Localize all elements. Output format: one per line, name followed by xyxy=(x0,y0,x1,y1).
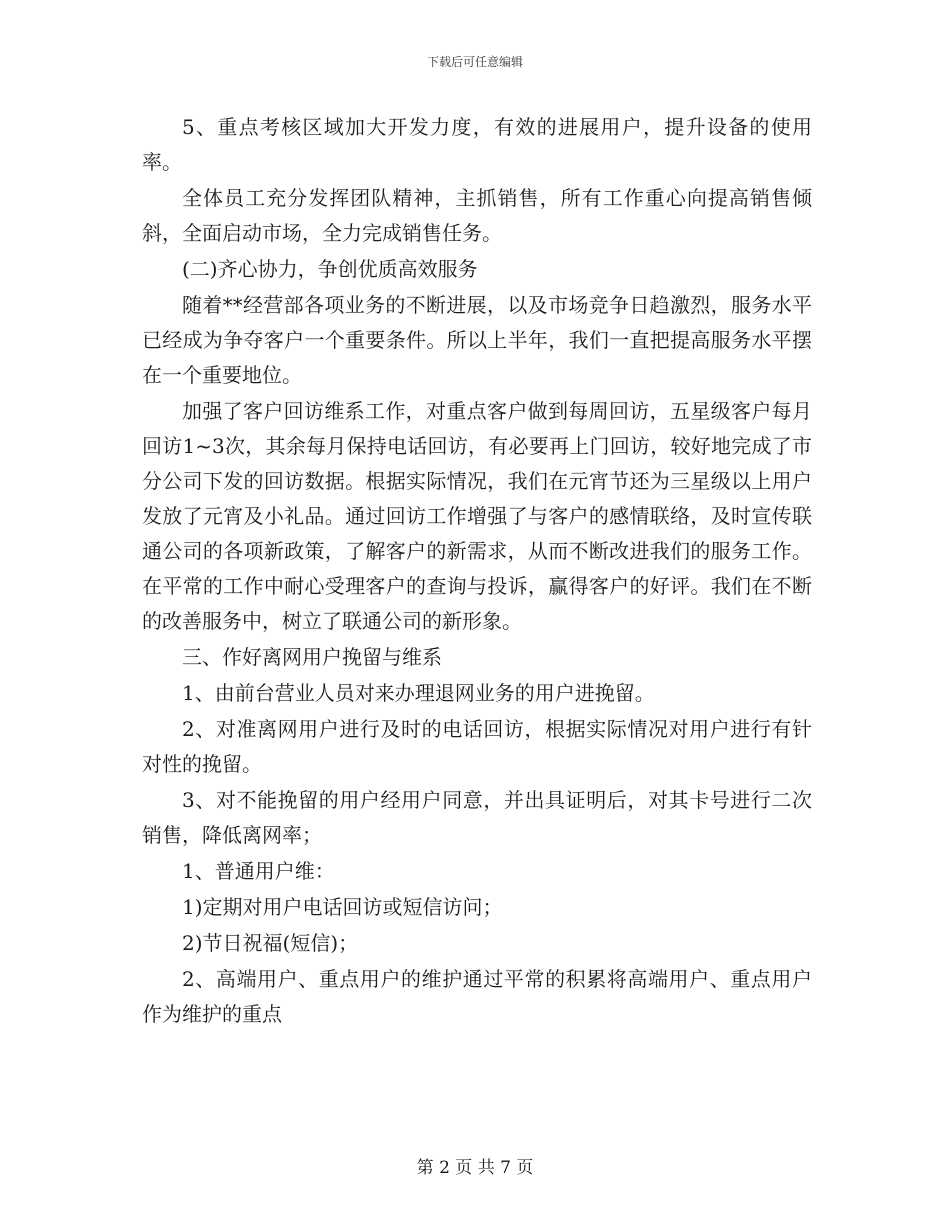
section-heading: (二)齐心协力，争创优质高效服务 xyxy=(182,257,478,281)
paragraph: 随着**经营部各项业务的不断进展，以及市场竞争日趋激烈，服务水平已经成为争夺客户一个重要条件。所以上半年，我们一直把提高服务水平摆在一个重要地位。 xyxy=(142,293,812,387)
list-item: 1、由前台营业人员对来办理退网业务的用户进挽留。 xyxy=(182,681,655,705)
section-heading: 三、作好离网用户挽留与维系 xyxy=(182,645,442,669)
list-item: 1、普通用户维： xyxy=(182,859,335,883)
paragraph: 全体员工充分发挥团队精神，主抓销售，所有工作重心向提高销售倾斜，全面启动市场，全力完成销售任务。 xyxy=(142,186,812,245)
list-item: 2)节日祝福(短信)； xyxy=(182,931,359,955)
page-number-footer: 第 2 页 共 7 页 xyxy=(416,1158,534,1178)
paragraph: 5、重点考核区域加大开发力度，有效的进展用户，提升设备的使用率。 xyxy=(142,115,812,174)
paragraph: 加强了客户回访维系工作，对重点客户做到每周回访，五星级客户每月回访1~3次，其余每月保持电话回访，有必要再上门回访，较好地完成了市分公司下发的回访数据。根据实际情况，我们在元宵节还为三星级以上用户发放了元宵及小礼品。通过回访工作增强了与客户的感情联络，及时宣传联通公司的各项新政策，了解客户的新需求，从而不断改进我们的服务工作。在平常的工作中耐心受理客户的查询与投诉，赢得客户的好评。我们在不断的改善服务中，树立了联通公司的新形象。 xyxy=(142,399,812,633)
list-item: 2、高端用户、重点用户的维护通过平常的积累将高端用户、重点用户作为维护的重点 xyxy=(142,967,812,1026)
list-item: 3、对不能挽留的用户经用户同意，并出具证明后，对其卡号进行二次销售，降低离网率； xyxy=(142,788,812,847)
page-header: 下载后可任意编辑 xyxy=(426,55,523,69)
document-body xyxy=(142,110,812,1033)
list-item: 2、对准离网用户进行及时的电话回访，根据实际情况对用户进行有针对性的挽留。 xyxy=(142,717,812,776)
list-item: 1)定期对用户电话回访或短信访问； xyxy=(182,895,503,919)
